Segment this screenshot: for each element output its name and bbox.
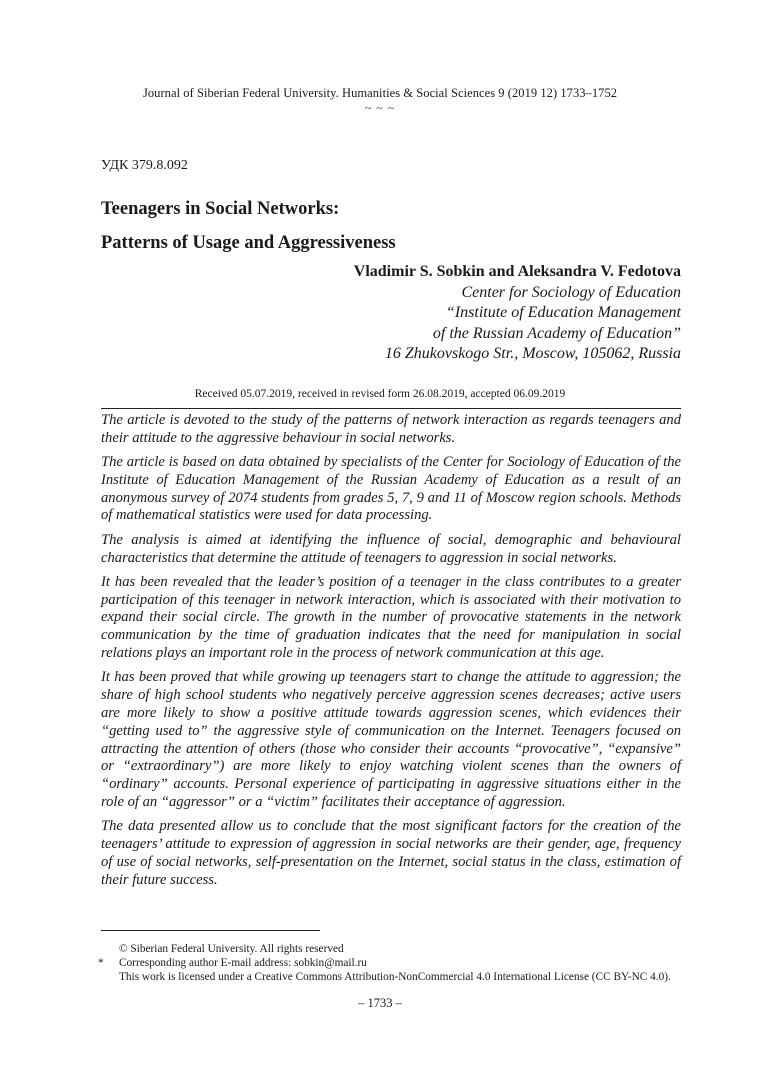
abstract-divider	[101, 408, 681, 409]
article-title-line-1: Teenagers in Social Networks:	[101, 199, 340, 219]
header-separator: ~ ~ ~	[364, 101, 396, 115]
abstract	[101, 412, 681, 896]
license-note	[101, 970, 701, 984]
abstract-paragraph-2: The article is based on data obtained by specialists of the Center for Sociology of Education of the Institute of Education Management of the Russian Academy of Education as a result of an anonymous survey of 2074 students from grades 5, 7, 9 and 11 of Moscow region schools. Methods of mathematical statistics were used for data processing.	[101, 454, 681, 524]
footnotes	[98, 942, 701, 984]
abstract-paragraph-6: The data presented allow us to conclude that the most significant factors for the creation of the teenagers’ attitude to expression of aggression in social networks are their gender, age, frequency of use of social networks, self-presentation on the Internet, social status in the class, estimation of their future success.	[101, 818, 681, 888]
corresponding-author-note	[98, 956, 701, 970]
udc-code: УДК 379.8.092	[101, 158, 188, 173]
affiliation-line-2: “Institute of Education Management	[445, 304, 681, 321]
copyright-text: © Siberian Federal University. All rights reserved	[119, 943, 344, 955]
journal-header: Journal of Siberian Federal University. Humanities & Social Sciences 9 (2019 12) 1733–1752	[142, 86, 618, 100]
abstract-paragraph-1: The article is devoted to the study of the patterns of network interaction as regards teenagers and their attitude to the aggressive behaviour in social networks.	[101, 412, 681, 446]
copyright-note	[101, 942, 701, 956]
affiliation-line-3: of the Russian Academy of Education”	[432, 324, 681, 342]
affiliation-line-1: Center for Sociology of Education	[461, 283, 681, 301]
license-text: This work is licensed under a Creative Commons Attribution-NonCommercial 4.0 International License (CC BY-NC 4.0).	[119, 971, 671, 983]
page-number: – 1733 –	[358, 996, 402, 1010]
abstract-paragraph-4: It has been revealed that the leader’s position of a teenager in the class contributes to a greater participation of this teenager in network interaction, which is associated with their motivation to expand their social circle. The growth in the number of provocative statements in the network communication by the time of graduation indicates that the need for manipulation in social relations plays an important role in the process of network communication at this age.	[101, 573, 681, 662]
abstract-paragraph-5: It has been proved that while growing up teenagers start to change the attitude to aggression; the share of high school students who negatively perceive aggression scenes decreases; active users are more likely to show a positive attitude towards aggression scenes, which evidences their “getting used to” the aggressive style of communication on the Internet. Teenagers focused on attracting the attention of others (those who consider their accounts “provocative”, “expansive” or “extraordinary”) are more likely to enjoy watching violent scenes than the owners of “ordinary” accounts. Personal experience of participating in aggressive situations either in the role of an “aggressor” or a “victim” facilitates their acceptance of aggression.	[101, 669, 681, 810]
author-names: Vladimir S. Sobkin and Aleksandra V. Fedotova	[353, 263, 681, 280]
asterisk-mark: *	[98, 957, 104, 969]
footnote-divider	[101, 930, 320, 931]
article-title-line-2: Patterns of Usage and Aggressiveness	[101, 233, 396, 253]
author-block	[354, 262, 681, 365]
article-title	[101, 192, 681, 260]
abstract-paragraph-3: The analysis is aimed at identifying the influence of social, demographic and behavioural characteristics that determine the attitude of teenagers to aggression in social networks.	[101, 531, 681, 566]
affiliation-line-4: 16 Zhukovskogo Str., Moscow, 105062, Russia	[384, 345, 681, 362]
received-dates: Received 05.07.2019, received in revised form 26.08.2019, accepted 06.09.2019	[194, 388, 566, 400]
corresponding-author-text: Corresponding author E-mail address: sobkin@mail.ru	[119, 957, 367, 969]
